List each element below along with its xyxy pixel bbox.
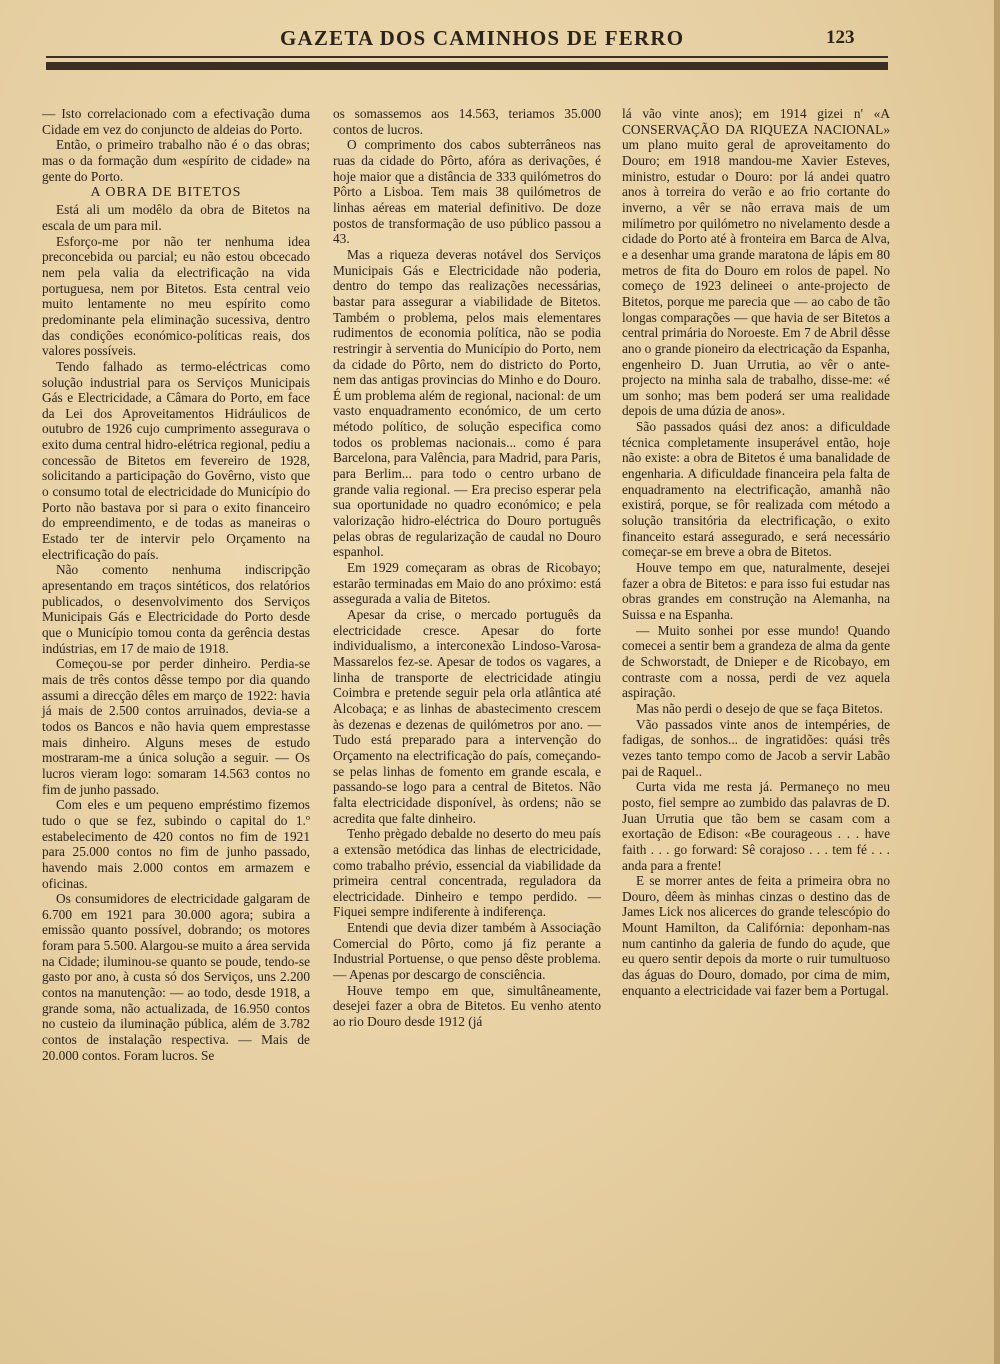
column-right — [622, 106, 890, 998]
page-header — [0, 22, 1000, 52]
paragraph: Então, o primeiro trabalho não é o das obras; mas o da formação dum «espírito de cidade» na gente do Porto. — [42, 137, 310, 184]
paragraph: Mas não perdi o desejo de que se faça Bitetos. — [636, 700, 883, 716]
section-heading: A OBRA DE BITETOS — [90, 185, 242, 201]
page-edge — [994, 0, 1000, 1364]
paragraph: Apesar da crise, o mercado português da electricidade cresce. Apesar do forte individualismo, a interconexão Lindoso-Varosa-Massarelos fez-se. Apesar de todos os vagares, a linha de transporte de electricidade atingiu Coimbra e pretende seguir pela orla atlântica até Alcobaça; e as linhas de abastecimento crescem às dezenas e dezenas de quilómetros por ano. — Tudo está preparado para a intervenção do Orçamento na electrificação do país, começando-se pelas linhas de fomento em grande escala, e passando-se logo para a central de Bitetos. Não falta electricidade disponível, às ordens; não se acredita que falte dinheiro. — [333, 607, 601, 826]
paragraph: Tenho prègado debalde no deserto do meu país a extensão metódica das linhas de electricidade, como trabalho prévio, essencial da viabilidade da primeira central concentrada, reguladora da electricidade. Dinheiro e tempo perdido. — Fiquei sempre indiferente à indiferença. — [333, 826, 601, 920]
paragraph: Esforço-me por não ter nenhuma idea preconcebida ou parcial; eu não estou obcecado nem pela valia da electrificação na vida portuguesa, nem por Bitetos. Esta central veio muito lentamente no meu espírito como predominante pela eliminação sucessiva, dentro das condições económico-políticas reais, dos valores possíveis. — [42, 233, 310, 359]
paragraph: — Isto correlacionado com a efectivação duma Cidade em vez do conjuncto de aldeias do Porto. — [42, 106, 310, 137]
paragraph: Não comento nenhuma indiscripção apresentando em traços sintéticos, dos relatórios publicados, o desenvolvimento dos Serviços Municipais Gás e Electricidade do Porto desde que o Município tomou conta da gerência destas indústrias, em 17 de maio de 1918. — [42, 562, 310, 656]
paragraph: — Muito sonhei por esse mundo! Quando comecei a sentir bem a grandeza de alma da gente de Schworstadt, de Dnieper e de Ricobayo, em contraste com a nossa, perdi de vez aquela aspiração. — [622, 622, 890, 701]
paragraph: Mas a riqueza deveras notável dos Serviços Municipais Gás e Electricidade não poderia, dentro do tempo das realizações necessárias, bastar para assegurar a viabilidade de Bitetos. Também o problema, pelos mais elementares rudimentos de economia política, não se podia restringir à serventia do Município do Porto, nem da cidade do Pôrto, nem do districto do Porto, nem das antigas provincias do Minho e do Douro. É um problema além de regional, nacional: de um vasto enquadramento económico, de um certo método político, de solução especifica como todos os problemas nacionais... como é para Barcelona, para Valência, para Madrid, para Paris, para Berlim... para todo o centro urbano de grande valia regional. — Era preciso esperar pela sua oportunidade no quadro económico; e pela valorização hidro-eléctrica do Douro português pelas obras de regularização de caudal no Douro espanhol. — [333, 246, 601, 560]
paragraph: Em 1929 começaram as obras de Ricobayo; estarão terminadas em Maio do ano próximo: está assegurada a valia de Bitetos. — [333, 560, 601, 607]
paragraph: lá vão vinte anos); em 1914 gizei n' «A CONSERVAÇÃO DA RIQUEZA NACIONAL» um plano muito geral de aproveitamento do Douro; em 1918 mandou-me Xavier Esteves, ministro, estudar o Douro: por lá andei quatro anos à torreira do verão e ao frio cortante do inverno, a vêr se não errava mais de um milímetro por quilómetro no nivelamento desde a cidade do Porto até à fronteira em Barca de Alva, e a desenhar uma grande maratona de lápis em 80 metros de fita do Douro em rolos de papel. No começo de 1923 delineei o ante-projecto de Bitetos, porque me parecia que — ao cabo de tão longas comparações — que havia de ser Bitetos a central primária do Noroeste. Em 7 de Abril dêsse ano o grande pioneiro da electricação da Espanha, engenheiro D. Juan Urrutia, ao vêr o ante-projecto na minha sala de trabalho, disse-me: «é um sonho; mas bem poderá ser uma realidade depois de uma dúzia de anos». — [622, 106, 890, 419]
journal-title: GAZETA DOS CAMINHOS DE FERRO — [280, 26, 685, 50]
paragraph: O comprimento dos cabos subterrâneos nas ruas da cidade do Pôrto, afóra as derivações, é hoje maior que a distância de 333 quilómetros do Pôrto a Lisboa. Tem mais 38 quilómetros de linhas aéreas em material definitivo. De doze postos de transformação de uso público passou a 43. — [333, 137, 601, 247]
paragraph: E se morrer antes de feita a primeira obra no Douro, dêem às minhas cinzas o destino das de James Lick nos alicerces do grande telescópio do Mount Hamilton, da Califórnia: deponham-nas num cantinho da galeria de fundo do açude, que eu quero sentir depois da morte o ruir tumultuoso das águas do Douro, domado, por cima de mim, enquanto a electricidade vai fazer bem a Portugal. — [622, 873, 890, 998]
header-rule-thick — [46, 62, 888, 70]
page-number: 123 — [826, 27, 855, 48]
paragraph: Com eles e um pequeno empréstimo fizemos tudo o que se fez, subindo o capital do 1.º estabelecimento de 420 contos no fim de 1921 para 25.000 contos no fim de junho passado, havendo mais 2.000 contos em armazem e oficinas. — [42, 797, 310, 891]
paragraph: Tendo falhado as termo-eléctricas como solução industrial para os Serviços Municipais Gás e Electricidade, a Câmara do Porto, em face da Lei dos Aproveitamentos Hidráulicos de outubro de 1926 cujo cumprimento assegurava o exito duma central hidro-elétrica regional, pediu a concessão de Bitetos em fevereiro de 1928, solicitando a participação do Govêrno, visto que o consumo total de electricidade do Município do Porto não bastava por si para o exito financeiro do empreendimento, e de todas as maneiras o Estado ter de intervir pelo Orçamento na electrificação do país. — [42, 358, 310, 562]
paragraph: Houve tempo em que, simultâneamente, desejei fazer a obra de Bitetos. Eu venho atento ao rio Douro desde 1912 (já — [333, 982, 601, 1030]
column-left — [42, 106, 310, 1063]
column-middle — [333, 106, 601, 1030]
paragraph: Começou-se por perder dinheiro. Perdia-se mais de três contos dêsse tempo por dia quando assumi a direcção dêles em março de 1922: havia já mais de 2.500 contos arruinados, devia-se a todos os Bancos e não havia quem emprestasse mais dinheiro. Alguns meses de estudo mostraram-me a única solução a seguir. — Os lucros vieram logo: somaram 14.563 contos no fim de junho passado. — [42, 656, 310, 797]
paragraph: os somassemos aos 14.563, teriamos 35.000 contos de lucros. — [333, 106, 601, 137]
paragraph: Entendi que devia dizer também à Associação Comercial do Pôrto, como já fiz perante a Industrial Portuense, o que penso dêste problema. — Apenas por descargo de consciência. — [333, 920, 601, 983]
paragraph: Os consumidores de electricidade galgaram de 6.700 em 1921 para 30.000 agora; subira a emissão quanto possível, dobrando; os motores foram para 5.500. Alargou-se muito a área servida na Cidade; iluminou-se quanto se poude, tendo-se gasto por ano, à custa só dos Serviços, uns 2.200 contos na manutenção: — ao todo, desde 1918, a grande soma, não actualizada, de 16.950 contos no custeio da iluminação pública, além de 3.782 contos de instalação respectiva. — Mais de 20.000 contos. Foram lucros. Se — [42, 891, 310, 1063]
paragraph: São passados quási dez anos: a dificuldade técnica completamente insuperável então, hoje não existe: a obra de Bitetos é uma banalidade de engenharia. A dificuldade financeira pela falta de enquadramento na electrificação, amanhã não existirá, porque, se fôr realizada com método a solução transitória da electrificação, o exito financeito estará assegurado, e será necessário começar-se em breve a obra de Bitetos. — [622, 419, 890, 560]
paragraph: Houve tempo em que, naturalmente, desejei fazer a obra de Bitetos: e para isso fui estudar nas obras grandes em construção na Alemanha, na Suissa e na Espanha. — [622, 560, 890, 622]
paragraph: Vão passados vinte anos de intempéries, de fadigas, de sonhos... de ingratidões: quási três vezes tanto tempo como de Jacob a servir Labão pai de Raquel.. — [622, 716, 890, 779]
paragraph: Está ali um modêlo da obra de Bitetos na escala de um para mil. — [42, 202, 310, 233]
paragraph: Curta vida me resta já. Permaneço no meu posto, fiel sempre ao zumbido das palavras de D. Juan Urrutia que tão bem se casam com a exortação de Edison: «Be courageous . . . have faith . . . go forward: Sê corajoso . . . tem fé . . . anda para a frente! — [622, 779, 890, 873]
header-rule-thin — [46, 56, 888, 58]
